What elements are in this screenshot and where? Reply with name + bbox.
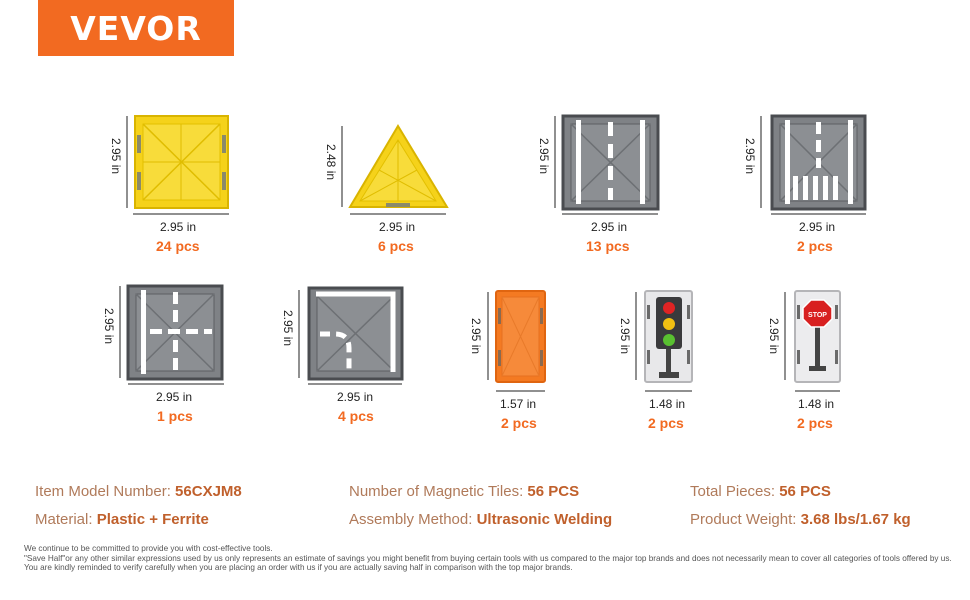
spec-value: 56 PCS: [779, 483, 831, 500]
tile-quantity: 2 pcs: [797, 415, 833, 431]
tile-width-label: 2.95 in: [591, 220, 628, 234]
spec-value: 56 PCS: [527, 483, 580, 500]
brand-name: VEVOR: [70, 8, 202, 48]
tile-height-label: 2.95 in: [618, 318, 632, 355]
disclaimer-line: "Save Half"or any other similar expressions used by us only represents an estimate of savings you might benefit from buying certain tools with us compared to the major top brands and does not necessarily mean to cover all categories of tools offered by us.: [24, 553, 952, 563]
spec-model-number: [35, 483, 242, 500]
tile-quantity: 2 pcs: [797, 238, 833, 254]
spec-label: Material:: [35, 511, 97, 528]
tile-quantity: 13 pcs: [586, 238, 630, 254]
tile-height-label: 2.95 in: [102, 308, 116, 345]
tile-height-label: 2.95 in: [767, 318, 781, 355]
disclaimer-line: We continue to be committed to provide you with cost-effective tools.: [24, 544, 273, 553]
spec-label: Number of Magnetic Tiles:: [349, 483, 528, 500]
spec-label: Assembly Method:: [349, 511, 477, 528]
tile-quantity: 1 pcs: [157, 408, 193, 424]
tile-width-label: 2.95 in: [160, 220, 197, 234]
spec-label: Item Model Number:: [35, 483, 176, 500]
spec-label: Product Weight:: [690, 511, 801, 528]
spec-product-weight: [690, 511, 911, 528]
tile-width-label: 2.95 in: [799, 220, 836, 234]
tile-quantity: 24 pcs: [156, 238, 200, 254]
spec-material: [35, 511, 209, 528]
tile-height-label: 2.48 in: [324, 144, 338, 181]
tile-height-label: 2.95 in: [109, 138, 123, 175]
spec-value: 3.68 lbs/1.67 kg: [800, 511, 911, 528]
tile-width-label: 1.57 in: [500, 397, 537, 411]
tile-width-label: 2.95 in: [379, 220, 416, 234]
spec-assembly-method: [349, 511, 612, 528]
tile-height-label: 2.95 in: [469, 318, 483, 355]
stop-text: STOP: [808, 312, 827, 319]
spec-label: Total Pieces:: [690, 483, 780, 500]
tile-width-label: 1.48 in: [798, 397, 835, 411]
spec-value: 56CXJM8: [175, 483, 242, 500]
spec-value: Plastic + Ferrite: [96, 511, 209, 528]
spec-total-pieces: [690, 483, 831, 500]
tile-height-label: 2.95 in: [281, 310, 295, 347]
tile-width-label: 2.95 in: [337, 390, 374, 404]
tile-quantity: 6 pcs: [378, 238, 414, 254]
spec-value: Ultrasonic Welding: [476, 511, 613, 528]
tile-width-label: 2.95 in: [156, 390, 193, 404]
tile-width-label: 1.48 in: [649, 397, 686, 411]
tile-quantity: 2 pcs: [501, 415, 537, 431]
disclaimer: [24, 544, 959, 573]
tile-height-label: 2.95 in: [743, 138, 757, 175]
spec-magnetic-tiles: [349, 483, 579, 500]
tile-height-label: 2.95 in: [537, 138, 551, 175]
tile-quantity: 4 pcs: [338, 408, 374, 424]
disclaimer-line: You are kindly reminded to verify carefully when you are placing an order with us if you are actually saving half in comparison with the top major brands.: [24, 563, 573, 573]
tile-quantity: 2 pcs: [648, 415, 684, 431]
